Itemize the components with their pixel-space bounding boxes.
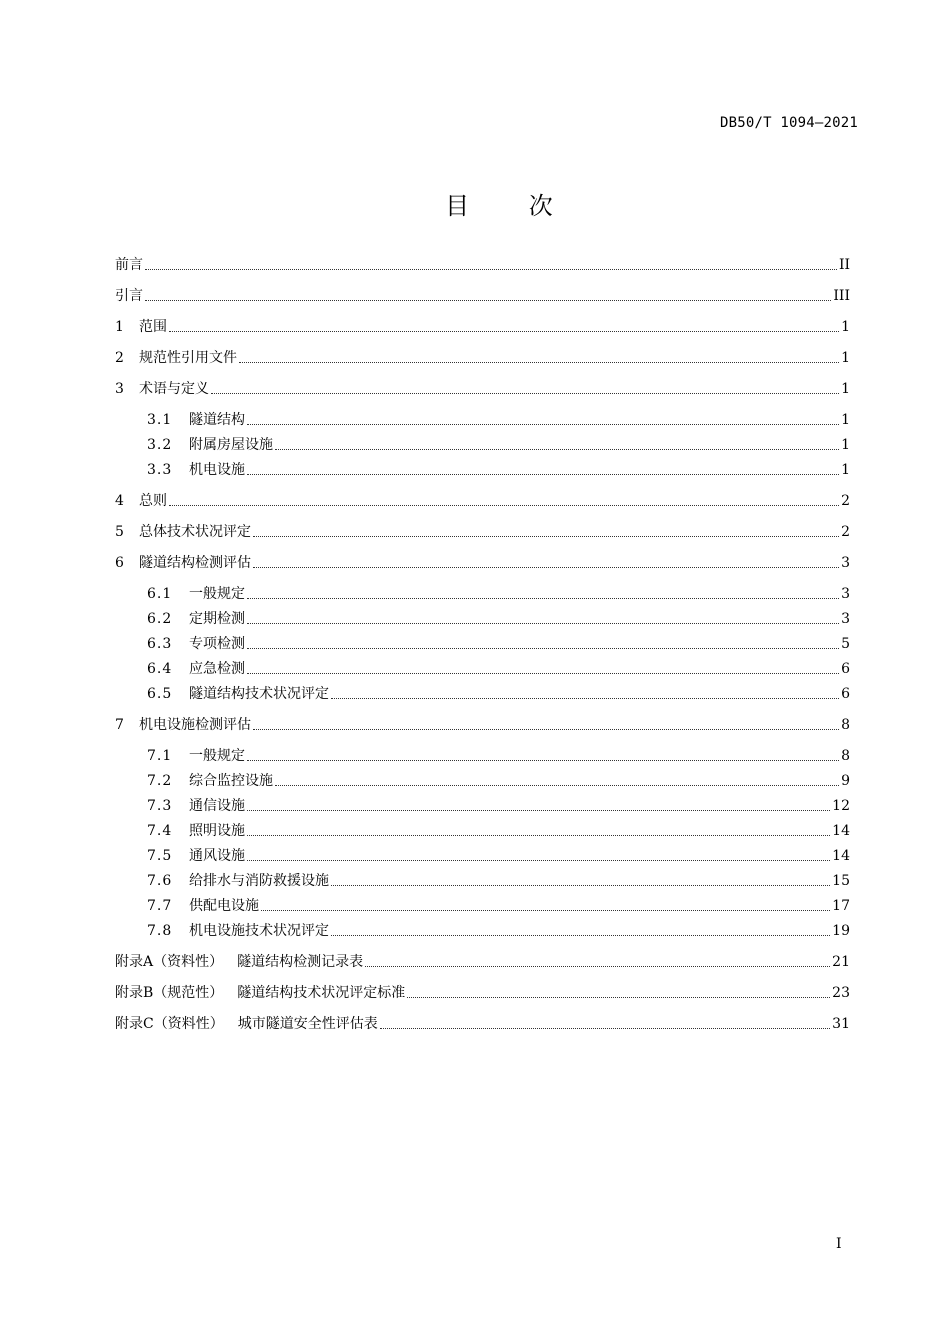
toc-page-number: 15 <box>832 873 850 889</box>
toc-entry[interactable] <box>115 316 850 336</box>
toc-entry-number: 7.1 <box>147 748 173 764</box>
toc-leader-dots <box>331 935 830 936</box>
toc-leader-dots <box>145 300 831 301</box>
toc-entry-title: 机电设施检测评估 <box>139 717 251 733</box>
toc-entry-title: 总则 <box>139 493 167 509</box>
toc-page-number: 1 <box>841 381 850 397</box>
toc-entry-number: 6.4 <box>147 661 173 677</box>
toc-leader-dots <box>239 362 839 363</box>
toc-entry-number: 2 <box>115 350 124 366</box>
toc-page-number: 6 <box>841 661 850 677</box>
toc-leader-dots <box>247 598 839 599</box>
toc-entry-title: 照明设施 <box>189 823 245 839</box>
toc-leader-dots <box>247 835 830 836</box>
toc-entry-number: 7.7 <box>147 898 173 914</box>
toc-page-number: 6 <box>841 686 850 702</box>
toc-page-number: 2 <box>841 493 850 509</box>
toc-entry-title: 一般规定 <box>189 586 245 602</box>
toc-page-number: III <box>833 288 850 304</box>
toc-entry-number: 7.3 <box>147 798 173 814</box>
toc-entry[interactable] <box>115 1013 850 1033</box>
toc-entry-title: 综合监控设施 <box>189 773 273 789</box>
toc-entry[interactable] <box>147 845 850 865</box>
toc-page-number: 17 <box>832 898 850 914</box>
toc-entry[interactable] <box>147 434 850 454</box>
toc-entry-number: 3.1 <box>147 412 173 428</box>
toc-entry[interactable] <box>115 552 850 572</box>
toc-entry-number: 7.2 <box>147 773 173 789</box>
toc-entry-title: 隧道结构技术状况评定 <box>189 686 329 702</box>
toc-entry-number: 7.4 <box>147 823 173 839</box>
toc-leader-dots <box>247 424 839 425</box>
toc-page-number: 14 <box>832 823 850 839</box>
document-code: DB50/T 1094—2021 <box>719 115 858 131</box>
toc-leader-dots <box>247 860 830 861</box>
toc-page-number: 1 <box>841 462 850 478</box>
toc-entry[interactable] <box>147 409 850 429</box>
toc-entry[interactable] <box>115 951 850 971</box>
toc-entry-number: 附录A（资料性） <box>115 954 224 970</box>
toc-entry[interactable] <box>147 459 850 479</box>
toc-entry-title: 定期检测 <box>189 611 245 627</box>
toc-entry-title: 引言 <box>115 288 143 304</box>
toc-entry[interactable] <box>147 583 850 603</box>
toc-entry-title: 供配电设施 <box>189 898 259 914</box>
toc-entry[interactable] <box>115 254 850 274</box>
toc-leader-dots <box>247 648 839 649</box>
toc-entry-title: 前言 <box>115 257 143 273</box>
toc-leader-dots <box>253 567 839 568</box>
toc-entry-title: 隧道结构 <box>189 412 245 428</box>
toc-entry-number: 4 <box>115 493 124 509</box>
toc-leader-dots <box>145 269 837 270</box>
toc-entry-number: 5 <box>115 524 124 540</box>
toc-page-number: 1 <box>841 319 850 335</box>
toc-entry[interactable] <box>115 521 850 541</box>
toc-entry-title: 通信设施 <box>189 798 245 814</box>
toc-entry-number: 3.2 <box>147 437 173 453</box>
toc-leader-dots <box>247 474 839 475</box>
toc-page-number: 3 <box>841 611 850 627</box>
toc-entry[interactable] <box>115 714 850 734</box>
toc-entry[interactable] <box>147 745 850 765</box>
toc-entry-number: 6.5 <box>147 686 173 702</box>
toc-title: 目 次 <box>445 192 579 220</box>
toc-entry-title: 给排水与消防救援设施 <box>189 873 329 889</box>
toc-page-number: 23 <box>832 985 850 1001</box>
toc-entry[interactable] <box>147 820 850 840</box>
toc-page-number: 2 <box>841 524 850 540</box>
toc-leader-dots <box>275 785 839 786</box>
toc-leader-dots <box>169 331 839 332</box>
toc-entry[interactable] <box>147 895 850 915</box>
toc-leader-dots <box>211 393 839 394</box>
toc-page-number: 3 <box>841 555 850 571</box>
toc-entry-title: 隧道结构技术状况评定标准 <box>237 985 406 1001</box>
toc-entry-title: 机电设施技术状况评定 <box>189 923 329 939</box>
toc-page-number: 8 <box>841 748 850 764</box>
toc-page-number: 1 <box>841 412 850 428</box>
toc-entry[interactable] <box>147 633 850 653</box>
toc-leader-dots <box>247 810 830 811</box>
toc-entry-title: 规范性引用文件 <box>139 350 237 366</box>
toc-entry[interactable] <box>115 378 850 398</box>
toc-entry-title: 范围 <box>139 319 167 335</box>
toc-entry-title: 应急检测 <box>189 661 245 677</box>
toc-entry-title: 总体技术状况评定 <box>139 524 251 540</box>
toc-entry-number: 7.5 <box>147 848 173 864</box>
toc-entry-number: 7 <box>115 717 124 733</box>
toc-entry[interactable] <box>147 608 850 628</box>
toc-leader-dots <box>261 910 830 911</box>
toc-entry-number: 6 <box>115 555 124 571</box>
toc-entry-title: 隧道结构检测记录表 <box>237 954 364 970</box>
page-number: I <box>836 1236 842 1252</box>
toc-page-number: 1 <box>841 350 850 366</box>
toc-leader-dots <box>275 449 839 450</box>
toc-leader-dots <box>247 673 839 674</box>
toc-entry[interactable] <box>115 285 850 305</box>
toc-entry-title: 机电设施 <box>189 462 245 478</box>
toc-leader-dots <box>331 698 839 699</box>
toc-leader-dots <box>253 536 839 537</box>
toc-entry[interactable] <box>147 683 850 703</box>
toc-page-number: 1 <box>841 437 850 453</box>
toc-entry-title: 隧道结构检测评估 <box>139 555 251 571</box>
toc-entry[interactable] <box>147 870 850 890</box>
toc-page-number: 8 <box>841 717 850 733</box>
toc-page-number: 21 <box>832 954 850 970</box>
toc-entry-number: 6.1 <box>147 586 173 602</box>
toc-entry[interactable] <box>115 490 850 510</box>
toc-entry[interactable] <box>147 795 850 815</box>
toc-entry-number: 附录B（规范性） <box>115 985 224 1001</box>
toc-entry-title: 城市隧道安全性评估表 <box>237 1016 378 1032</box>
toc-leader-dots <box>253 729 839 730</box>
toc-entry-title: 一般规定 <box>189 748 245 764</box>
toc-entry-number: 附录C（资料性） <box>115 1016 224 1032</box>
toc-entry-title: 附属房屋设施 <box>189 437 273 453</box>
toc-entry-title: 专项检测 <box>189 636 245 652</box>
toc-page-number: 3 <box>841 586 850 602</box>
toc-entry[interactable] <box>147 920 850 940</box>
toc-leader-dots <box>380 1028 830 1029</box>
toc-entry-title: 通风设施 <box>189 848 245 864</box>
toc-entry-number: 7.6 <box>147 873 173 889</box>
toc-leader-dots <box>331 885 830 886</box>
toc-entry-number: 3 <box>115 381 124 397</box>
toc-page-number: 19 <box>832 923 850 939</box>
toc-page-number: 5 <box>841 636 850 652</box>
toc-leader-dots <box>169 505 839 506</box>
toc-entry-number: 1 <box>115 319 124 335</box>
toc-entry-number: 3.3 <box>147 462 173 478</box>
toc-page-number: II <box>838 257 850 273</box>
toc-entry-number: 7.8 <box>147 923 173 939</box>
toc-entry-number: 6.3 <box>147 636 173 652</box>
toc-leader-dots <box>407 997 830 998</box>
toc-entry-title: 术语与定义 <box>139 381 209 397</box>
toc-page-number: 9 <box>841 773 850 789</box>
toc-page-number: 14 <box>832 848 850 864</box>
toc-leader-dots <box>365 966 830 967</box>
toc-entry[interactable] <box>115 982 850 1002</box>
toc-page-number: 31 <box>832 1016 850 1032</box>
toc-page-number: 12 <box>832 798 850 814</box>
toc-leader-dots <box>247 760 839 761</box>
toc-entry[interactable] <box>115 347 850 367</box>
toc-leader-dots <box>247 623 839 624</box>
toc-entry[interactable] <box>147 770 850 790</box>
toc-entry-number: 6.2 <box>147 611 173 627</box>
toc-entry[interactable] <box>147 658 850 678</box>
